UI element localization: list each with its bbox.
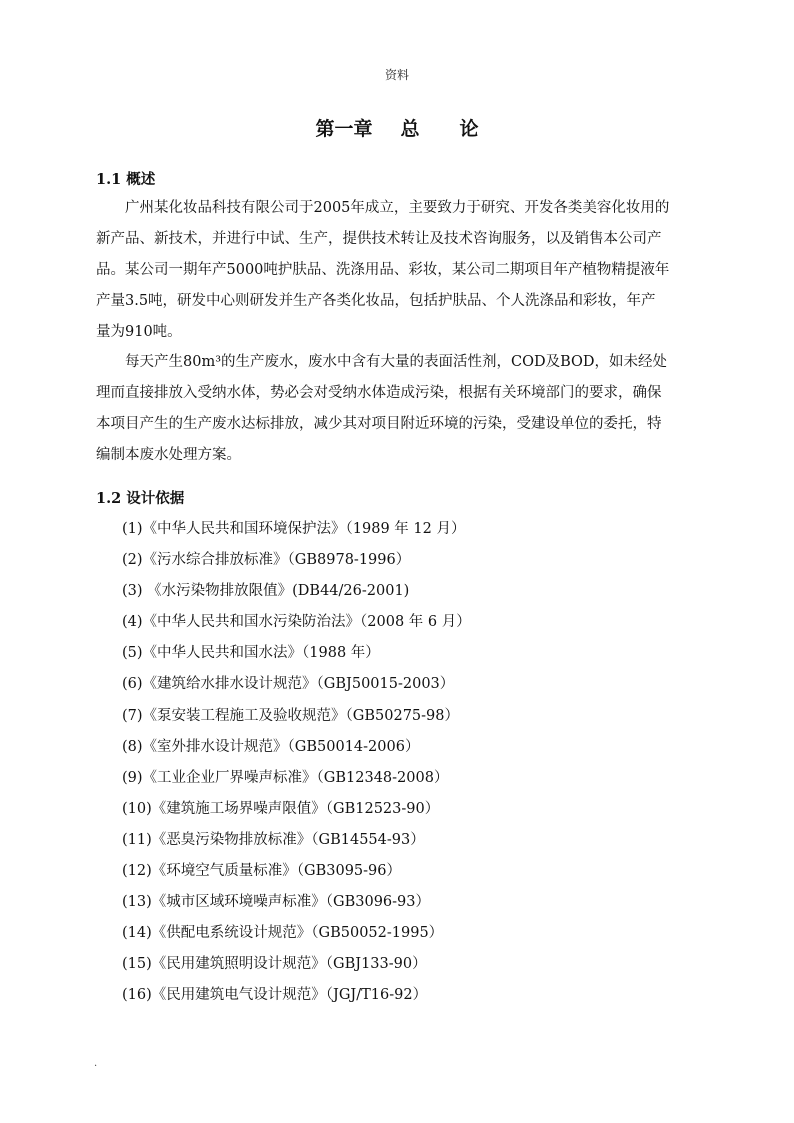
list-item: (8)《室外排水设计规范》（GB50014-2006） xyxy=(122,738,420,755)
paragraph-line: 品。某公司一期年产5000吨护肤品、洗涤用品、彩妆，某公司二期项目年产植物精提液年 xyxy=(96,262,670,278)
overview-paragraph-2 xyxy=(96,347,716,471)
section-heading-design-basis: 1.2 设计依据 xyxy=(96,490,185,507)
paragraph-line: 本项目产生的生产废水达标排放，减少其对项目附近环境的污染，受建设单位的委托，特 xyxy=(96,416,662,432)
list-item: (6)《建筑给水排水设计规范》（GBJ50015-2003） xyxy=(122,676,455,693)
paragraph-line: 产量3.5吨，研发中心则研发并生产各类化妆品，包括护肤品、个人洗涤品和彩妆，年产 xyxy=(96,293,656,309)
chapter-title-number: 第一章 xyxy=(315,118,373,140)
list-item: (13)《城市区域环境噪声标准》（GB3096-93） xyxy=(122,894,431,911)
chapter-title xyxy=(0,114,794,141)
paragraph-line: 编制本废水处理方案。 xyxy=(96,447,241,463)
overview-paragraph-1 xyxy=(96,193,716,348)
list-item: (10)《建筑施工场界噪声限值》（GB12523-90） xyxy=(122,800,440,817)
design-basis-list xyxy=(122,514,471,1012)
chapter-title-word1: 总 xyxy=(400,118,420,140)
chapter-title-word2: 论 xyxy=(459,118,479,140)
paragraph-line: 新产品、新技术，并进行中试、生产，提供技术转让及技术咨询服务，以及销售本公司产 xyxy=(96,231,662,247)
list-item: (7)《泵安装工程施工及验收规范》（GB50275-98） xyxy=(122,707,460,724)
list-item: (14)《供配电系统设计规范》（GB50052-1995） xyxy=(122,925,444,942)
list-item: (4)《中华人民共和国水污染防治法》（2008 年 6 月） xyxy=(122,614,471,631)
list-item: (5)《中华人民共和国水法》（1988 年） xyxy=(122,645,380,662)
footer-mark: . xyxy=(94,1058,98,1069)
paragraph-line: 量为910吨。 xyxy=(96,324,182,340)
list-item: (3) 《水污染物排放限值》(DB44/26-2001) xyxy=(122,583,410,600)
list-item: (1)《中华人民共和国环境保护法》（1989 年 12 月） xyxy=(122,521,466,537)
page-header: 资料 xyxy=(384,68,409,82)
list-item: (9)《工业企业厂界噪声标准》（GB12348-2008） xyxy=(122,769,449,786)
list-item: (11)《恶臭污染物排放标准》（GB14554-93） xyxy=(122,831,425,848)
list-item: (12)《环境空气质量标准》（GB3095-96） xyxy=(122,863,402,880)
list-item: (15)《民用建筑照明设计规范》（GBJ133-90） xyxy=(122,956,427,973)
section-heading-overview: 1.1 概述 xyxy=(96,171,156,188)
paragraph-line: 广州某化妆品科技有限公司于2005年成立，主要致力于研究、开发各类美容化妆用的 xyxy=(125,200,670,216)
paragraph-line: 每天产生80m³的生产废水，废水中含有大量的表面活性剂，COD及BOD，如未经处 xyxy=(125,354,668,370)
list-item: (16)《民用建筑电气设计规范》（JGJ/T16-92） xyxy=(122,987,428,1004)
list-item: (2)《污水综合排放标准》（GB8978-1996） xyxy=(122,552,411,569)
paragraph-line: 理而直接排放入受纳水体，势必会对受纳水体造成污染，根据有关环境部门的要求，确保 xyxy=(96,385,662,401)
